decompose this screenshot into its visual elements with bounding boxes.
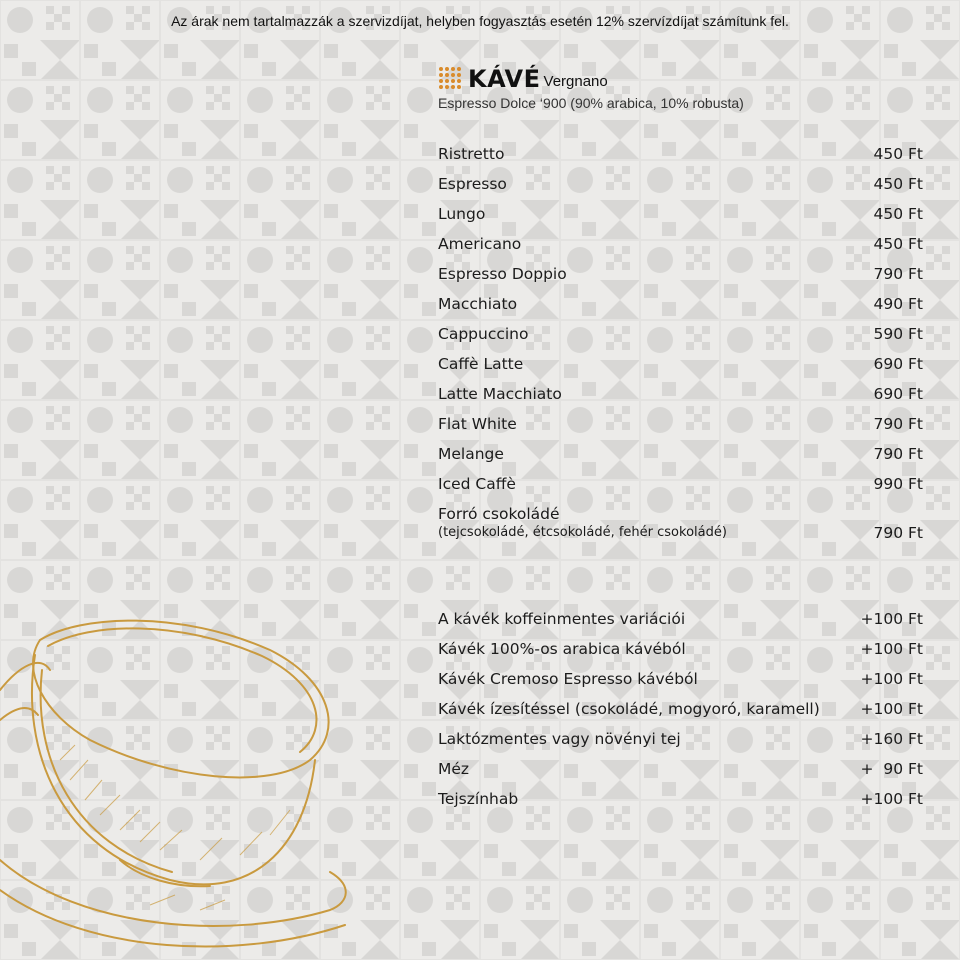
menu-item — [438, 349, 923, 379]
coffee-blend-subtitle: Espresso Dolce ‘900 (90% arabica, 10% robusta) — [438, 95, 744, 111]
item-name: Kávék Cremoso Espresso kávéból — [438, 670, 698, 688]
item-price: 490 Ft — [873, 295, 923, 313]
menu-item — [438, 409, 923, 439]
item-price: 790 Ft — [873, 265, 923, 283]
menu-item — [438, 439, 923, 469]
item-name: Kávék ízesítéssel (csokoládé, mogyoró, karamell) — [438, 700, 820, 718]
item-name: Latte Macchiato — [438, 385, 562, 403]
item-price: 790 Ft — [873, 524, 923, 542]
extra-item — [438, 694, 923, 724]
item-price: 690 Ft — [873, 385, 923, 403]
item-name: Laktózmentes vagy növényi tej — [438, 730, 681, 748]
item-name: Tejszínhab — [438, 790, 519, 808]
item-name: Forró csokoládé — [438, 505, 560, 523]
item-name: Flat White — [438, 415, 517, 433]
item-price: 450 Ft — [873, 205, 923, 223]
item-name: Ristretto — [438, 145, 505, 163]
item-price: 690 Ft — [873, 355, 923, 373]
coffee-list — [438, 139, 923, 542]
menu-item — [438, 199, 923, 229]
extra-item — [438, 754, 923, 784]
item-name: Espresso — [438, 175, 507, 193]
service-charge-notice: Az árak nem tartalmazzák a szervizdíjat, helyben fogyasztás esetén 12% szervízdíjat számítunk fel. — [171, 13, 789, 29]
item-price: +160 Ft — [860, 730, 923, 748]
menu-header — [438, 63, 923, 93]
item-price: 450 Ft — [873, 175, 923, 193]
item-price: +100 Ft — [860, 610, 923, 628]
item-name: Méz — [438, 760, 470, 778]
coffee-cup-sketch — [0, 610, 360, 960]
section-title: KÁVÉ — [468, 65, 541, 93]
menu-content — [438, 63, 923, 814]
item-name: Iced Caffè — [438, 475, 516, 493]
menu-item — [438, 379, 923, 409]
menu-item — [438, 229, 923, 259]
item-name: Macchiato — [438, 295, 518, 313]
menu-item — [438, 289, 923, 319]
menu-item — [438, 319, 923, 349]
dot-grid-logo-icon — [438, 66, 462, 90]
item-variants: (tejcsokoládé, étcsokoládé, fehér csokoládé) — [438, 525, 727, 540]
item-price: + 90 Ft — [860, 760, 923, 778]
item-name: A kávék koffeinmentes variációi — [438, 610, 686, 628]
item-price: 590 Ft — [873, 325, 923, 343]
item-name: Cappuccino — [438, 325, 529, 343]
extra-item — [438, 634, 923, 664]
item-name: Americano — [438, 235, 522, 253]
item-price: 790 Ft — [873, 415, 923, 433]
item-name: Lungo — [438, 205, 486, 223]
menu-item — [438, 469, 923, 499]
item-name: Caffè Latte — [438, 355, 524, 373]
extra-item — [438, 724, 923, 754]
item-price: 790 Ft — [873, 445, 923, 463]
menu-item-hot-chocolate — [438, 504, 923, 542]
item-name: Kávék 100%-os arabica kávéból — [438, 640, 686, 658]
menu-item — [438, 139, 923, 169]
menu-item — [438, 169, 923, 199]
item-price: 450 Ft — [873, 235, 923, 253]
item-price: +100 Ft — [860, 700, 923, 718]
item-price: +100 Ft — [860, 640, 923, 658]
extra-item — [438, 664, 923, 694]
extra-item — [438, 784, 923, 814]
item-price: 450 Ft — [873, 145, 923, 163]
item-name: Espresso Doppio — [438, 265, 567, 283]
item-name: Melange — [438, 445, 504, 463]
item-price: +100 Ft — [860, 670, 923, 688]
item-price: 990 Ft — [873, 475, 923, 493]
extras-list — [438, 604, 923, 814]
item-price: +100 Ft — [860, 790, 923, 808]
menu-item — [438, 259, 923, 289]
extra-item — [438, 604, 923, 634]
brand-name: Vergnano — [543, 73, 608, 90]
